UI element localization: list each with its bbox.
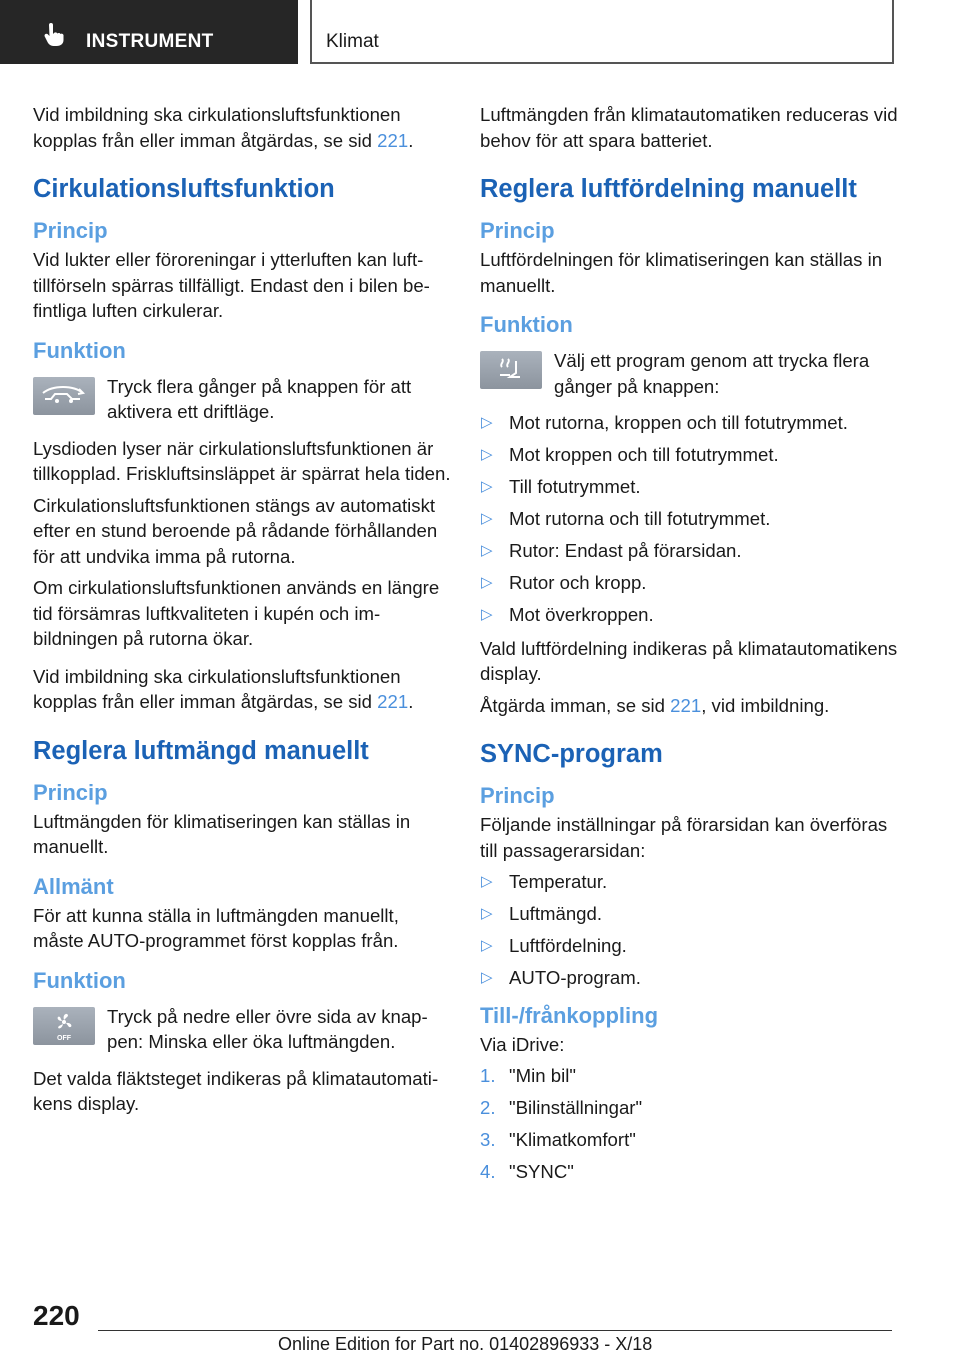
fan-button-text: Tryck på nedre eller övre sida av knappen: Minska eller öka luftmängden.: [107, 1005, 428, 1052]
distribution-button-image: [480, 351, 542, 389]
list-item: [480, 506, 898, 532]
princip-paragraph: Luftmängden för klimatiseringen kan ställas in manuellt.: [33, 810, 411, 857]
recirculation-icon: [33, 377, 95, 415]
distribution-button-text: Välj ett program genom att trycka flera gånger på knappen:: [554, 350, 870, 397]
subheading-princip: Princip: [480, 218, 555, 243]
bullet-icon: ▷: [481, 542, 493, 559]
list-item-text: AUTO-program.: [509, 967, 641, 988]
step-number: 4.: [480, 1161, 496, 1182]
page-link[interactable]: 221: [377, 129, 409, 151]
list-item: [480, 869, 898, 895]
step-text: "Bilinställningar": [509, 1097, 643, 1118]
fan-button-image: [33, 1007, 95, 1045]
subheading-funktion: Funktion: [480, 312, 573, 337]
page-link[interactable]: 221: [377, 691, 409, 712]
step-text: "Klimatkomfort": [509, 1129, 636, 1150]
intro-paragraph: [33, 102, 451, 153]
step-text: "Min bil": [509, 1065, 576, 1086]
allmant-paragraph: För att kunna ställa in luftmängden manuellt, måste AUTO-programmet först kopplas från.: [33, 904, 399, 951]
paragraph-battery: Luftmängden från klimatautomatiken reduceras vid behov för att spara batteriet.: [480, 104, 898, 151]
bullet-icon: ▷: [481, 478, 493, 495]
step-text: "SYNC": [509, 1161, 574, 1182]
paragraph-distribution-display: Vald luftfördelning indikeras på klimatautomatikens display.: [480, 637, 898, 684]
distribution-button-row: [480, 348, 898, 404]
step-number: 3.: [480, 1129, 496, 1150]
recirculation-button-row: [33, 374, 451, 430]
hand-pointer-icon: [40, 22, 66, 48]
list-item: [480, 410, 898, 436]
subheading-funktion: Funktion: [33, 337, 126, 363]
footer-divider: [98, 1330, 892, 1331]
fan-icon: [33, 1007, 95, 1045]
princip-paragraph: Följande inställningar på förarsidan kan överföras till passagerarsidan:: [480, 814, 888, 861]
paragraph-led: Lysdioden lyser när cirkulationsluftsfunktionen är tillkopplad. Friskluftsinsläppet är spärrat hela tiden.: [33, 437, 451, 484]
princip-paragraph: Luftfördelningen för klimatiseringen kan ställas in manuellt.: [480, 249, 883, 296]
chapter-tab-label: INSTRUMENT: [86, 31, 214, 52]
list-item: [480, 933, 898, 959]
list-item: [480, 602, 898, 628]
idrive-steps: [480, 1063, 898, 1185]
paragraph-auto-off: Cirkulationsluftsfunktionen stängs av automatiskt efter en stund beroende på rådande förhållanden för att undvika imma på rutorna.: [33, 494, 438, 567]
list-item: [480, 1063, 898, 1089]
bullet-icon: ▷: [481, 414, 493, 431]
bullet-icon: ▷: [481, 510, 493, 527]
subheading-till-frankoppling: Till-/frånkoppling: [480, 1002, 659, 1028]
list-item-text: Luftfördelning.: [509, 935, 627, 956]
fog-text: Vid imbildning ska cirkulationsluftsfunktionen kopplas från eller imman åtgärdas, se sid: [33, 665, 401, 712]
bullet-icon: ▷: [481, 969, 493, 986]
subheading-princip: Princip: [33, 218, 108, 243]
paragraph-fan-display: Det valda fläktsteget indikeras på klimatautomatikens display.: [33, 1067, 439, 1114]
list-item: [480, 901, 898, 927]
list-item: [480, 1127, 898, 1153]
subheading-princip: Princip: [33, 779, 108, 805]
bullet-icon: ▷: [481, 937, 493, 954]
list-item-text: Mot rutorna och till fotutrymmet.: [509, 508, 771, 529]
footer-edition: Online Edition for Part no. 01402896933 - X/18: [278, 1334, 653, 1354]
page-number: 220: [33, 1300, 80, 1331]
bullet-icon: ▷: [481, 905, 493, 922]
list-item: [480, 474, 898, 500]
fog-action-text: Åtgärda imman, se sid: [480, 694, 671, 716]
fog-period: .: [408, 691, 414, 712]
list-item-text: Mot överkroppen.: [509, 604, 654, 625]
paragraph-fog-action: [480, 693, 898, 719]
page-link[interactable]: 221: [670, 694, 702, 716]
list-item: [480, 442, 898, 468]
list-item-text: Rutor och kropp.: [509, 572, 647, 593]
bullet-icon: ▷: [481, 446, 493, 463]
list-item: [480, 1159, 898, 1185]
bullet-icon: ▷: [481, 606, 493, 623]
step-number: 1.: [480, 1065, 496, 1086]
via-idrive: Via iDrive:: [480, 1033, 565, 1055]
subheading-allmant: Allmänt: [33, 873, 114, 899]
sync-list: [480, 869, 898, 991]
heading-luftmangd: Reglera luftmängd manuellt: [33, 736, 369, 765]
fan-button-row: [33, 1004, 451, 1060]
intro-line-1: Vid imbildning ska cirkulationsluftsfunktionen: [33, 104, 401, 125]
heading-sync: SYNC-program: [480, 740, 663, 768]
intro-period: .: [408, 129, 414, 151]
list-item-text: Mot kroppen och till fotutrymmet.: [509, 444, 779, 465]
paragraph-fog: [33, 664, 451, 715]
bullet-icon: ▷: [481, 873, 493, 890]
heading-cirkulation: Cirkulationsluftsfunktion: [33, 175, 335, 203]
distribution-list: [480, 410, 898, 628]
section-title: Klimat: [326, 31, 379, 52]
paragraph-air-quality: Om cirkulationsluftsfunktionen används en längre tid försämras luftkvaliteten i kupén och imbildningen på rutorna ökar.: [33, 577, 440, 649]
air-distribution-icon: [480, 351, 542, 389]
bullet-icon: ▷: [481, 574, 493, 591]
list-item-text: Mot rutorna, kroppen och till fotutrymmet.: [509, 412, 848, 433]
recirculation-button-image: [33, 377, 95, 415]
left-column: [33, 102, 451, 1117]
subheading-princip: Princip: [480, 783, 555, 808]
list-item: [480, 570, 898, 596]
list-item-text: Luftmängd.: [509, 903, 603, 924]
fan-icon-label: OFF: [57, 1034, 71, 1042]
fog-action-tail: , vid imbildning.: [701, 694, 830, 716]
intro-line-2: kopplas från eller imman åtgärdas, se sid: [33, 129, 378, 151]
heading-fordelning: Reglera luftfördelning manuellt: [480, 175, 857, 203]
section-header: [310, 0, 894, 64]
recirculation-button-text: Tryck flera gånger på knappen för att aktivera ett driftläge.: [107, 375, 412, 422]
list-item: [480, 965, 898, 991]
list-item: [480, 1095, 898, 1121]
list-item: [480, 538, 898, 564]
step-number: 2.: [480, 1097, 496, 1118]
chapter-tab: [0, 0, 298, 64]
right-column: [480, 102, 898, 1191]
list-item-text: Temperatur.: [509, 871, 608, 892]
subheading-funktion: Funktion: [33, 967, 126, 993]
list-item-text: Till fotutrymmet.: [509, 476, 641, 497]
princip-paragraph: Vid lukter eller föroreningar i ytterluften kan lufttillförseln spärras tillfälligt. Endast den i bilen befintliga luften cirkulerar.: [33, 249, 430, 321]
list-item-text: Rutor: Endast på förarsidan.: [509, 540, 742, 561]
